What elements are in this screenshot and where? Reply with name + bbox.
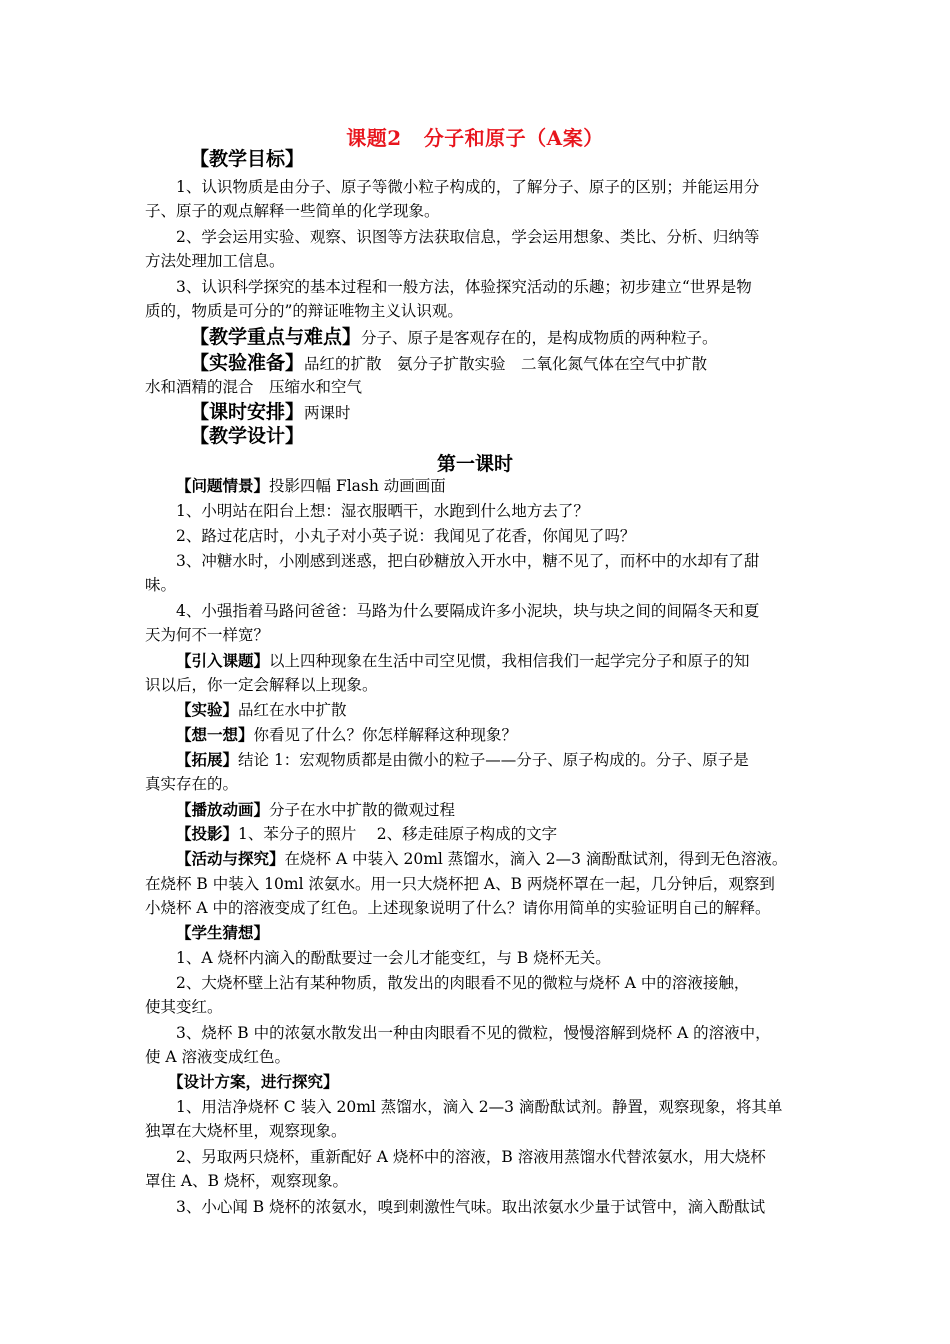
activity <box>176 848 787 870</box>
objective-2-line1: 2、学会运用实验、观察、识图等方法获取信息，学会运用想象、类比、分析、归纳等 <box>176 228 760 246</box>
intro-label: 【引入课题】 <box>176 651 270 670</box>
extend-line2: 真实存在的。 <box>145 775 239 793</box>
objective-3-line2: 质的，物质是可分的”的辩证唯物主义认识观。 <box>145 302 463 320</box>
guess-2-line2: 使其变红。 <box>145 998 223 1016</box>
key-points-text: 分子、原子是客观存在的，是构成物质的两种粒子。 <box>361 329 718 347</box>
scenario-item-2: 2、路过花店时，小丸子对小英子说：我闻见了花香，你闻见了吗？ <box>176 527 636 545</box>
plan-2-line1: 2、另取两只烧杯，重新配好 A 烧杯中的溶液，B 溶液用蒸馏水代替浓氨水，用大烧杯 <box>176 1148 766 1166</box>
scenario-item-3-line2: 味。 <box>145 576 177 594</box>
projection-label: 【投影】 <box>176 824 239 843</box>
extend-label: 【拓展】 <box>176 750 239 769</box>
activity-label: 【活动与探究】 <box>176 849 285 868</box>
schedule-text: 两课时 <box>304 404 351 422</box>
guess-3-line1: 3、烧杯 B 中的浓氨水散发出一种由肉眼看不见的微粒，慢慢溶解到烧杯 A 的溶液中， <box>176 1024 771 1042</box>
scenario <box>176 475 446 497</box>
title-part1: 课题2 <box>346 126 402 150</box>
guess-1: 1、A 烧杯内滴入的酚酞要过一会儿才能变红，与 B 烧杯无关。 <box>176 949 611 967</box>
intro-line1: 以上四种现象在生活中司空见惯，我相信我们一起学完分子和原子的知 <box>269 652 750 670</box>
design-heading: 【教学设计】 <box>190 425 305 447</box>
guess-2-line1: 2、大烧杯壁上沾有某种物质，散发出的肉眼看不见的微粒与烧杯 A 中的溶液接触， <box>176 974 750 992</box>
objective-3-line1: 3、认识科学探究的基本过程和一般方法，体验探究活动的乐趣；初步建立“世界是物 <box>176 278 752 296</box>
guess-heading: 【学生猜想】 <box>176 923 270 942</box>
scenario-label: 【问题情景】 <box>176 476 270 495</box>
activity-line2: 在烧杯 B 中装入 10ml 浓氨水。用一只大烧杯把 A、B 两烧杯罩在一起，几分钟后，观察到 <box>145 875 775 893</box>
plan-3-line1: 3、小心闻 B 烧杯的浓氨水，嗅到刺激性气味。取出浓氨水少量于试管中，滴入酚酞试 <box>176 1198 766 1216</box>
objective-1-line2: 子、原子的观点解释一些简单的化学现象。 <box>145 202 440 220</box>
think <box>176 724 517 746</box>
objectives-heading: 【教学目标】 <box>190 148 305 170</box>
scenario-item-3-line1: 3、冲糖水时，小刚感到迷惑，把白砂糖放入开水中，糖不见了，而杯中的水却有了甜 <box>176 552 760 570</box>
experiment-label: 【实验】 <box>176 700 239 719</box>
activity-line1: 在烧杯 A 中装入 20ml 蒸馏水，滴入 2—3 滴酚酞试剂，得到无色溶液。 <box>284 850 788 868</box>
plan-1-line1: 1、用洁净烧杯 C 装入 20ml 蒸馏水，滴入 2—3 滴酚酞试剂。静置，观察现象，将其单 <box>176 1098 783 1116</box>
objective-1-line1: 1、认识物质是由分子、原子等微小粒子构成的，了解分子、原子的区别；并能运用分 <box>176 178 760 196</box>
intro <box>176 650 750 672</box>
plan-2-line2: 罩住 A、B 烧杯，观察现象。 <box>145 1172 348 1190</box>
think-text: 你看见了什么？你怎样解释这种现象？ <box>253 726 518 744</box>
scenario-item-4-line2: 天为何不一样宽？ <box>145 626 270 644</box>
guess-3-line2: 使 A 溶液变成红色。 <box>145 1048 291 1066</box>
page-title <box>0 122 950 151</box>
animation <box>176 799 455 821</box>
lesson-title: 第一课时 <box>436 453 513 475</box>
think-label: 【想一想】 <box>176 725 254 744</box>
key-points-heading: 【教学重点与难点】 <box>190 326 362 348</box>
intro-line2: 识以后，你一定会解释以上现象。 <box>145 676 378 694</box>
scenario-item-1: 1、小明站在阳台上想：湿衣服晒干，水跑到什么地方去了？ <box>176 502 589 520</box>
scenario-item-4-line1: 4、小强指着马路问爸爸：马路为什么要隔成许多小泥块，块与块之间的间隔冬天和夏 <box>176 602 760 620</box>
plan-1-line2: 独罩在大烧杯里，观察现象。 <box>145 1122 347 1140</box>
scenario-text: 投影四幅 Flash 动画画面 <box>269 477 446 495</box>
title-part2: 分子和原子（A案） <box>423 126 604 150</box>
projection-text: 1、苯分子的照片 2、移走硅原子构成的文字 <box>238 825 558 843</box>
extend <box>176 749 749 771</box>
experiment-text: 品红在水中扩散 <box>238 701 347 719</box>
activity-line3: 小烧杯 A 中的溶液变成了红色。上述现象说明了什么？请你用简单的实验证明自己的解释。 <box>145 899 771 917</box>
extend-line1: 结论 1：宏观物质都是由微小的粒子——分子、原子构成的。分子、原子是 <box>238 751 749 769</box>
experiment <box>176 699 347 721</box>
animation-text: 分子在水中扩散的微观过程 <box>269 801 456 819</box>
experiments <box>190 352 707 375</box>
projection <box>176 823 557 845</box>
animation-label: 【播放动画】 <box>176 800 270 819</box>
schedule <box>190 401 351 424</box>
key-points <box>190 326 718 349</box>
experiments-line1: 品红的扩散 氨分子扩散实验 二氧化氮气体在空气中扩散 <box>304 355 708 373</box>
schedule-heading: 【课时安排】 <box>190 401 305 423</box>
experiments-line2: 水和酒精的混合 压缩水和空气 <box>145 378 363 396</box>
objective-2-line2: 方法处理加工信息。 <box>145 252 285 270</box>
experiments-heading: 【实验准备】 <box>190 352 305 374</box>
plan-heading: 【设计方案，进行探究】 <box>168 1072 339 1091</box>
